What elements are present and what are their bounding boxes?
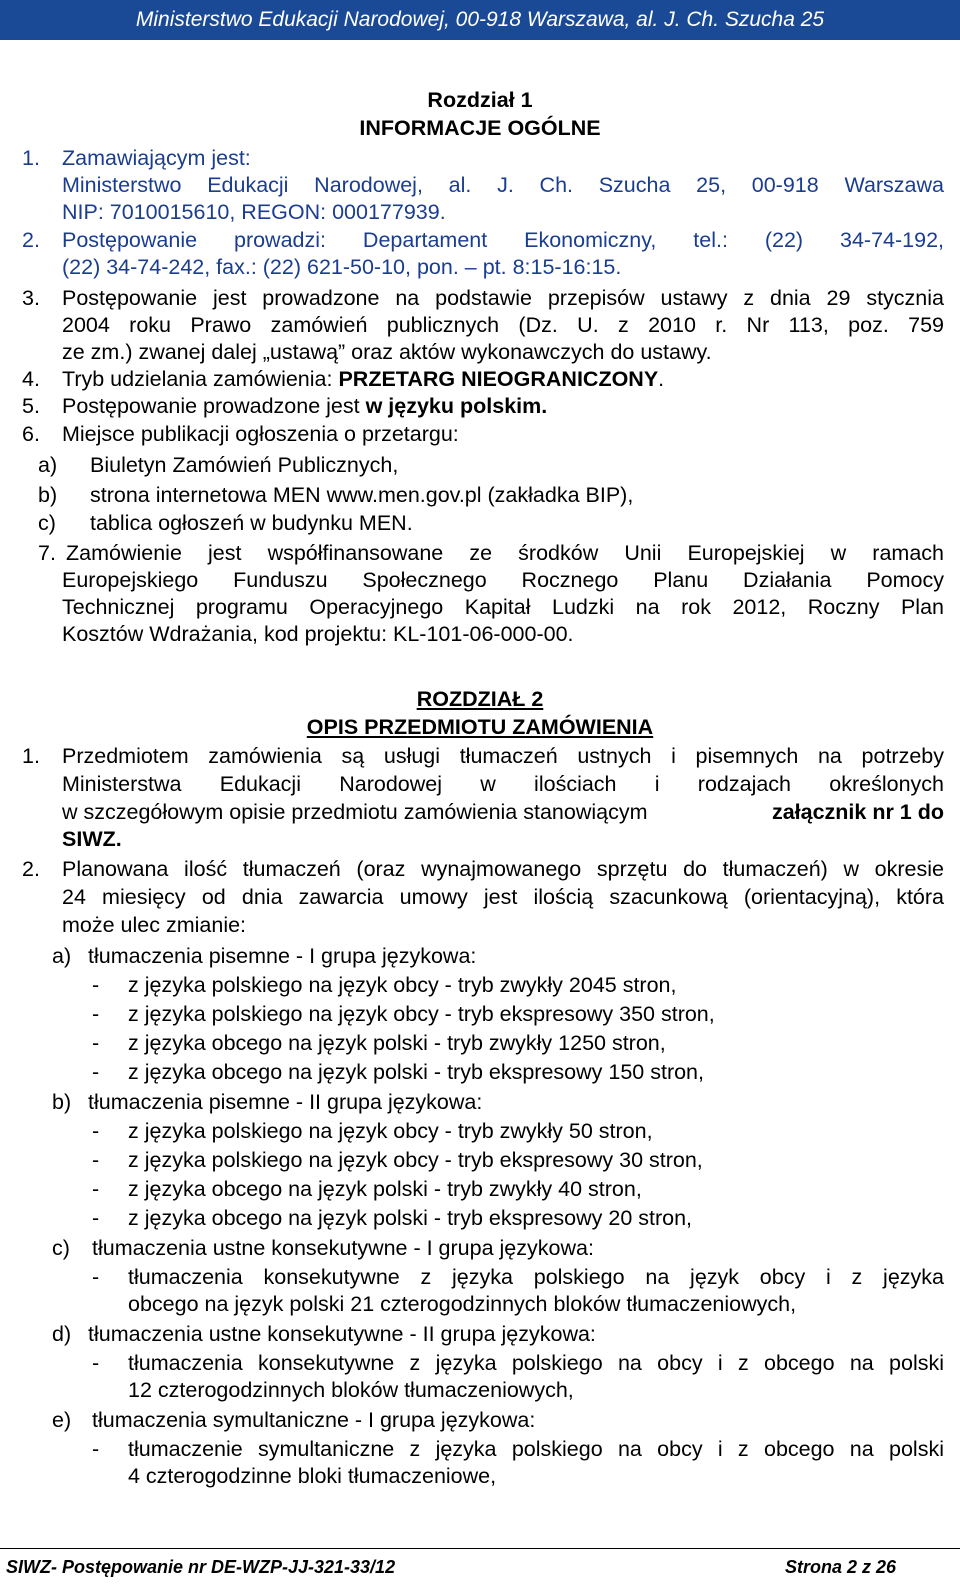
paragraph-text: 24 miesięcy od dnia zawarcia umowy jest ilością szacunkową (orientacyjną), która [62, 885, 944, 909]
item-number: 5. [22, 394, 40, 418]
paragraph-text-plain: w szczegółowym opisie przedmiotu zamówienia stanowiącym [62, 800, 648, 824]
dash: - [92, 1265, 100, 1289]
page-footer [0, 1548, 960, 1585]
list-item: tłumaczenie symultaniczne z języka polskiego na obcy i z obcego na polski [128, 1437, 944, 1461]
paragraph-text [62, 799, 944, 825]
paragraph-text: Zamówienie jest współfinansowane ze środków Unii Europejskiej w ramach [66, 541, 944, 565]
chapter-2-subtitle: OPIS PRZEDMIOTU ZAMÓWIENIA [306, 715, 654, 739]
dash: - [92, 1060, 100, 1084]
footer-document-ref: SIWZ- Postępowanie nr DE-WZP-JJ-321-33/12 [6, 1557, 396, 1577]
item-number: 7. [38, 541, 56, 565]
paragraph-text-plain: Postępowanie prowadzone jest [62, 394, 366, 418]
list-letter: b) [52, 1090, 72, 1114]
paragraph-text: Planowana ilość tłumaczeń (oraz wynajmowanego sprzętu do tłumaczeń) w okresie [62, 857, 944, 881]
paragraph-text [62, 366, 664, 392]
item-number: 6. [22, 422, 40, 446]
chapter-1-title: Rozdział 1 [427, 88, 533, 112]
attachment-ref: załącznik nr 1 do [771, 800, 944, 824]
procedure-type: PRZETARG NIEOGRANICZONY [338, 367, 659, 391]
paragraph-text: Technicznej programu Operacyjnego Kapitał Ludzki na rok 2012, Roczny Plan [62, 595, 944, 619]
list-item: obcego na język polski 21 czterogodzinnych bloków tłumaczeniowych, [128, 1292, 797, 1316]
item-number: 2. [22, 857, 40, 881]
paragraph-text: Postępowanie jest prowadzone na podstawie przepisów ustawy z dnia 29 stycznia [62, 286, 944, 310]
paragraph-text: (22) 34-74-242, fax.: (22) 621-50-10, pon. – pt. 8:15-16:15. [62, 255, 622, 279]
list-letter: e) [52, 1408, 72, 1432]
list-item: 12 czterogodzinnych bloków tłumaczeniowych, [128, 1378, 574, 1402]
chapter-1-subtitle: INFORMACJE OGÓLNE [359, 116, 601, 140]
item-number: 1. [22, 744, 40, 768]
dash: - [92, 1177, 100, 1201]
paragraph-text: Zamawiającym jest: [62, 146, 251, 170]
paragraph-text-plain: Tryb udzielania zamówienia: [62, 367, 339, 391]
list-item: tłumaczenia konsekutywne z języka polskiego na obcy i z obcego na polski [128, 1351, 944, 1375]
list-heading: tłumaczenia symultaniczne - I grupa językowa: [92, 1408, 536, 1432]
list-item: Biuletyn Zamówień Publicznych, [90, 453, 399, 477]
period: . [658, 367, 665, 391]
list-letter: a) [52, 944, 72, 968]
list-item: z języka polskiego na język obcy - tryb zwykły 2045 stron, [128, 973, 677, 997]
list-item: strona internetowa MEN www.men.gov.pl (zakładka BIP), [90, 483, 634, 507]
dash: - [92, 1351, 100, 1375]
paragraph-text: NIP: 7010015610, REGON: 000177939. [62, 200, 446, 224]
attachment-ref: SIWZ. [62, 827, 122, 851]
dash: - [92, 1148, 100, 1172]
paragraph-text: Miejsce publikacji ogłoszenia o przetargu: [62, 422, 459, 446]
list-item: z języka obcego na język polski - tryb zwykły 1250 stron, [128, 1031, 666, 1055]
list-item: tłumaczenia konsekutywne z języka polskiego na język obcy i z języka [128, 1265, 944, 1289]
list-item: z języka polskiego na język obcy - tryb ekspresowy 350 stron, [128, 1002, 715, 1026]
list-item: 4 czterogodzinne bloki tłumaczeniowe, [128, 1464, 497, 1488]
footer-page-number: Strona 2 z 26 [784, 1557, 896, 1577]
list-letter: d) [52, 1322, 72, 1346]
list-letter: a) [38, 453, 58, 477]
list-item: z języka obcego na język polski - tryb ekspresowy 20 stron, [128, 1206, 693, 1230]
item-number: 3. [22, 286, 40, 310]
item-number: 1. [22, 146, 40, 170]
language: w języku polskim. [365, 394, 548, 418]
paragraph-text: może ulec zmianie: [62, 913, 247, 937]
list-item: z języka polskiego na język obcy - tryb zwykły 50 stron, [128, 1119, 653, 1143]
list-heading: tłumaczenia pisemne - I grupa językowa: [88, 944, 477, 968]
paragraph-text [62, 393, 547, 419]
page-header: Ministerstwo Edukacji Narodowej, 00-918 Warszawa, al. J. Ch. Szucha 25 [0, 0, 960, 40]
list-heading: tłumaczenia ustne konsekutywne - II grupa językowa: [88, 1322, 596, 1346]
paragraph-text: Ministerstwa Edukacji Narodowej w ilościach i rodzajach określonych [62, 772, 944, 796]
dash: - [92, 1119, 100, 1143]
dash: - [92, 1002, 100, 1026]
chapter-2-title: ROZDZIAŁ 2 [416, 687, 544, 711]
list-heading: tłumaczenia pisemne - II grupa językowa: [88, 1090, 483, 1114]
list-letter: c) [38, 511, 56, 535]
paragraph-text: Ministerstwo Edukacji Narodowej, al. J. Ch. Szucha 25, 00-918 Warszawa [62, 173, 944, 197]
item-number: 2. [22, 228, 40, 252]
paragraph-text: Kosztów Wdrażania, kod projektu: KL-101-06-000-00. [62, 622, 574, 646]
paragraph-text: Europejskiego Funduszu Społecznego Rocznego Planu Działania Pomocy [62, 568, 944, 592]
list-heading: tłumaczenia ustne konsekutywne - I grupa językowa: [92, 1236, 594, 1260]
paragraph-text: Przedmiotem zamówienia są usługi tłumaczeń ustnych i pisemnych na potrzeby [62, 744, 944, 768]
dash: - [92, 1437, 100, 1461]
paragraph-text: Postępowanie prowadzi: Departament Ekonomiczny, tel.: (22) 34-74-192, [62, 228, 944, 252]
list-item: z języka polskiego na język obcy - tryb ekspresowy 30 stron, [128, 1148, 703, 1172]
dash: - [92, 973, 100, 997]
paragraph-text: ze zm.) zwanej dalej „ustawą” oraz aktów wykonawczych do ustawy. [62, 340, 712, 364]
list-letter: c) [52, 1236, 70, 1260]
paragraph-text: 2004 roku Prawo zamówień publicznych (Dz. U. z 2010 r. Nr 113, poz. 759 [62, 313, 944, 337]
list-item: tablica ogłoszeń w budynku MEN. [90, 511, 413, 535]
list-item: z języka obcego na język polski - tryb ekspresowy 150 stron, [128, 1060, 704, 1084]
dash: - [92, 1206, 100, 1230]
item-number: 4. [22, 367, 40, 391]
list-item: z języka obcego na język polski - tryb zwykły 40 stron, [128, 1177, 642, 1201]
list-letter: b) [38, 483, 58, 507]
dash: - [92, 1031, 100, 1055]
